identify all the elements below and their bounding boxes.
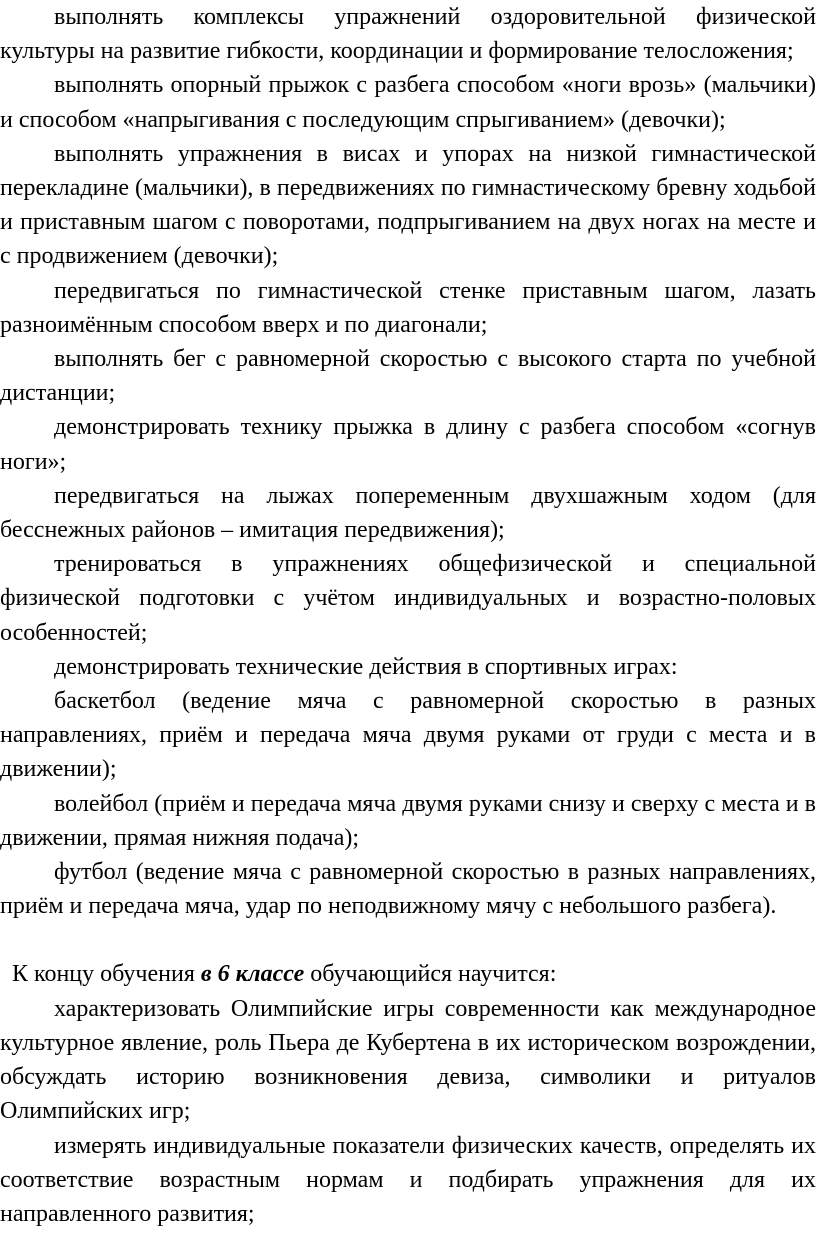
intro-text-after: обучающийся научится: (304, 961, 557, 988)
list-item: выполнять комплексы упражнений оздоровительной физической культуры на развитие гибкости, координации и формирование телосложения; (0, 4, 816, 65)
intro-grade-emphasis: в 6 классе (200, 961, 305, 988)
list-item: выполнять упражнения в висах и упорах на низкой гимнастической перекладине (мальчики), в передвижениях по гимнастическому бревну ходьбой и приставным шагом с поворотами, подпрыгиванием на двух ногах на месте и с продвижением (девочки); (0, 140, 816, 270)
list-item: измерять индивидуальные показатели физических качеств, определять их соответствие возрастным нормам и подбирать упражнения для их направленного развития; (0, 1132, 816, 1227)
list-item: выполнять опорный прыжок с разбега способом «ноги врозь» (мальчики) и способом «напрыгивания с последующим спрыгиванием» (девочки); (0, 72, 816, 133)
section-intro (0, 957, 816, 991)
list-item: демонстрировать технику прыжка в длину с разбега способом «согнув ноги»; (0, 414, 816, 475)
section-spacer (0, 923, 816, 957)
list-item: баскетбол (ведение мяча с равномерной скоростью в разных направлениях, приём и передача мяча двумя руками от груди с места и в движении); (0, 688, 816, 783)
list-item: тренироваться в упражнениях общефизической и специальной физической подготовки с учётом индивидуальных и возрастно-половых особенностей; (0, 551, 816, 646)
list-item: передвигаться на лыжах попеременным двухшажным ходом (для бесснежных районов – имитация передвижения); (0, 482, 816, 544)
list-item: выполнять бег с равномерной скоростью с высокого старта по учебной дистанции; (0, 346, 816, 407)
list-item: передвигаться по гимнастической стенке приставным шагом, лазать разноимённым способом вверх и по диагонали; (0, 277, 816, 338)
list-item: волейбол (приём и передача мяча двумя руками снизу и сверху с места и в движении, прямая нижняя подача); (0, 790, 816, 851)
intro-text-before: К концу обучения (12, 961, 201, 988)
list-item: характеризовать Олимпийские игры современности как международное культурное явление, роль Пьера де Кубертена в их историческом возрождении, обсуждать историю возникновения девиза, символики и ритуалов Олимпийских игр; (0, 995, 816, 1125)
list-item: футбол (ведение мяча с равномерной скоростью в разных направлениях, приём и передача мяча, удар по неподвижному мячу с небольшого разбега). (0, 859, 816, 920)
list-item: демонстрировать технические действия в спортивных играх: (54, 653, 678, 680)
